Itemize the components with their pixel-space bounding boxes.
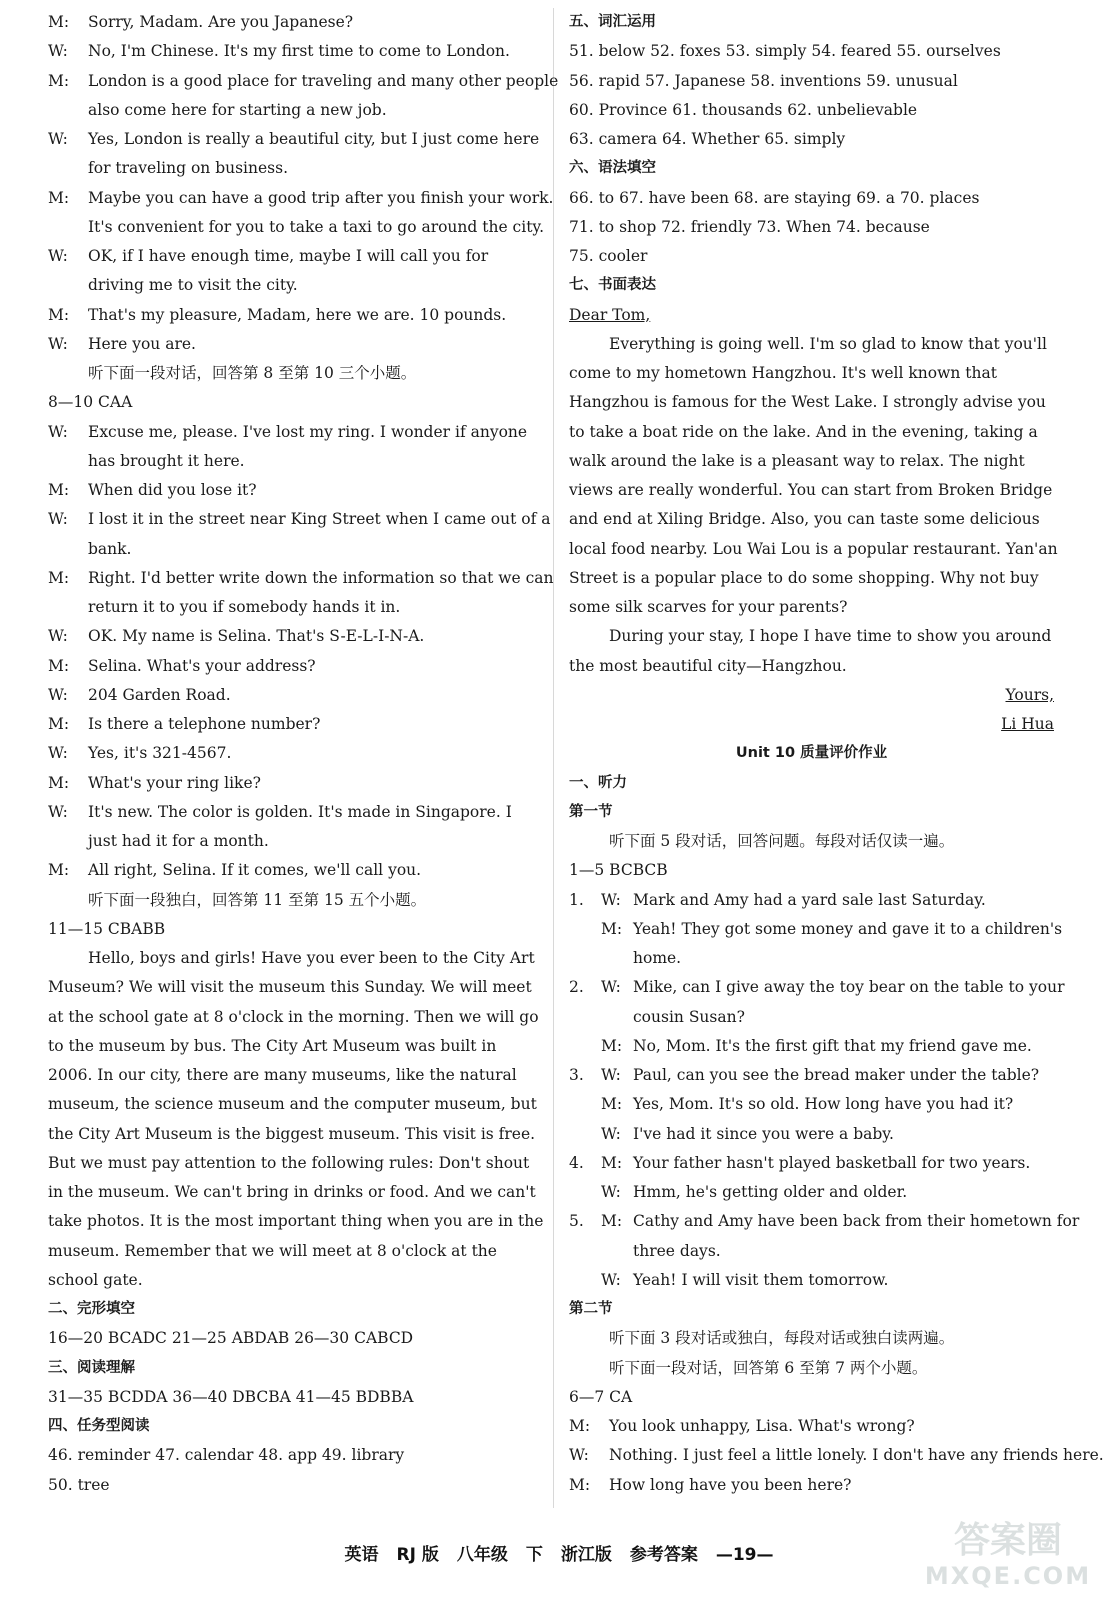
dialogue-line [569, 1441, 1104, 1470]
speaker-label: M: [48, 13, 70, 31]
text-line: to the museum by bus. The City Art Museum was built in [48, 1036, 497, 1055]
speaker-label: W: [48, 130, 68, 148]
dialogue-text: Selina. What's your address? [88, 656, 316, 675]
dialogue-continuation: return it to you if somebody hands it in. [88, 598, 401, 616]
dialogue-line [48, 418, 540, 447]
dialogue-text: cousin Susan? [633, 1007, 745, 1026]
dialogue-line [569, 1412, 1054, 1441]
speaker-label: W: [569, 1446, 589, 1465]
speaker-label: W: [48, 685, 68, 704]
numbered-dialogue-line [569, 1266, 1054, 1295]
dialogue-continuation: for traveling on business. [88, 159, 289, 178]
text-line: to take a boat ride on the lake. And in the evening, taking a [569, 422, 1038, 441]
speaker-label: M: [48, 188, 70, 207]
dialogue-continuation: just had it for a month. [88, 832, 269, 850]
dialogue-continuation: driving me to visit the city. [88, 276, 298, 295]
text-line: come to my hometown Hangzhou. It's well known that [569, 364, 997, 382]
dialogue-line [48, 37, 540, 66]
dialogue-text: Cathy and Amy have been back from their hometown for [633, 1212, 1080, 1231]
dialogue-line [48, 8, 540, 37]
speaker-label: W: [48, 802, 68, 821]
dialogue-text: Hmm, he's getting older and older. [633, 1183, 908, 1201]
dialogue-text: Maybe you can have a good trip after you finish your work. [88, 188, 554, 207]
dialogue-text: Here you are. [88, 334, 196, 353]
dialogue-text: I've had it since you were a baby. [633, 1124, 894, 1143]
dialogue-text: What's your ring like? [88, 773, 261, 792]
dialogue-continuation: bank. [88, 539, 132, 558]
dialogue-text: When did you lose it? [88, 481, 257, 499]
numbered-dialogue-line [569, 1090, 1054, 1119]
column-divider [553, 8, 554, 1508]
text-line: But we must pay attention to the following rules: Don't shout [48, 1153, 530, 1172]
paragraph-line: Hello, boys and girls! Have you ever been to the City Art [88, 949, 535, 967]
dialogue-continuation: has brought it here. [88, 451, 245, 470]
unit-title: Unit 10 质量评价作业 [735, 745, 888, 762]
signature-text: Li Hua [1001, 715, 1054, 733]
section-heading: 第二节 [569, 1301, 613, 1317]
dialogue-text: You look unhappy, Lisa. What's wrong? [609, 1417, 915, 1435]
right-column [569, 8, 1104, 1500]
paragraph-line: 听下面一段对话，回答第 6 至第 7 两个小题。 [609, 1358, 928, 1377]
text-line: 46. reminder 47. calendar 48. app 49. library [48, 1446, 405, 1465]
text-line: local food nearby. Lou Wai Lou is a popular restaurant. Yan'an [569, 539, 1058, 558]
text-line: in the museum. We can't bring in drinks or food. And we can't [48, 1183, 536, 1201]
watermark-text: 答案圈 [953, 1520, 1062, 1561]
numbered-dialogue-line [569, 1003, 1054, 1032]
section-heading: 七、书面表达 [569, 277, 656, 294]
dialogue-line [48, 798, 540, 827]
dialogue-line [48, 652, 540, 681]
text-line: 56. rapid 57. Japanese 58. inventions 59. unusual [569, 71, 958, 90]
section-heading: 第一节 [569, 803, 613, 820]
speaker-label: M: [48, 71, 70, 90]
dialogue-text: three days. [633, 1241, 721, 1260]
item-number: 2. [569, 978, 584, 997]
speaker-label: W: [601, 1183, 621, 1201]
dialogue-text: Your father hasn't played basketball for two years. [633, 1153, 1031, 1172]
dialogue-text: OK, if I have enough time, maybe I will call you for [88, 247, 489, 265]
footer-item: 浙江版 [560, 1545, 612, 1565]
numbered-dialogue-line [569, 1120, 1054, 1149]
text-line: take photos. It is the most important thing when you are in the [48, 1212, 544, 1231]
footer-item: 八年级 [456, 1545, 508, 1565]
section-heading: 五、词汇运用 [569, 14, 656, 30]
paragraph-line: 听下面一段对话，回答第 8 至第 10 三个小题。 [88, 364, 417, 382]
dialogue-line [48, 125, 540, 154]
dialogue-line [48, 301, 540, 330]
dialogue-text: Yes, Mom. It's so old. How long have you had it? [633, 1095, 1014, 1114]
section-heading: 二、完形填空 [48, 1301, 135, 1317]
speaker-label: W: [48, 627, 68, 646]
dialogue-line [48, 564, 554, 593]
dialogue-line [48, 330, 540, 359]
speaker-label: W: [601, 1270, 621, 1289]
speaker-label: M: [48, 656, 70, 675]
text-line: Street is a popular place to do some shopping. Why not buy [569, 568, 1039, 587]
dialogue-text: 204 Garden Road. [88, 685, 231, 704]
dialogue-continuation: It's convenient for you to take a taxi to go around the city. [88, 217, 545, 236]
dialogue-text: Yes, London is really a beautiful city, but I just come here [88, 130, 540, 148]
watermark-logo [908, 1520, 1108, 1596]
numbered-dialogue-line [569, 1149, 1054, 1178]
speaker-label: W: [601, 1066, 621, 1084]
text-line: museum, the science museum and the computer museum, but [48, 1095, 537, 1114]
text-line: 51. below 52. foxes 53. simply 54. feared 55. ourselves [569, 42, 1001, 61]
numbered-dialogue-line [569, 1207, 1080, 1236]
signature-line [569, 681, 1054, 710]
dialogue-text: Mike, can I give away the toy bear on the table to your [633, 978, 1065, 997]
item-number: 5. [569, 1212, 584, 1231]
speaker-label: M: [569, 1417, 591, 1435]
dialogue-line [48, 505, 551, 534]
item-number: 4. [569, 1153, 584, 1172]
dialogue-line [48, 622, 540, 651]
speaker-label: W: [48, 247, 68, 265]
dialogue-text: Yeah! They got some money and gave it to a children's [633, 919, 1063, 938]
text-line: 50. tree [48, 1475, 110, 1494]
text-line: 75. cooler [569, 247, 648, 265]
text-line: the City Art Museum is the biggest museum. This visit is free. [48, 1124, 536, 1143]
dialogue-text: How long have you been here? [609, 1475, 852, 1494]
footer-item: RJ 版 [396, 1545, 439, 1565]
text-line: 63. camera 64. Whether 65. simply [569, 130, 846, 148]
text-line: Museum? We will visit the museum this Sunday. We will meet [48, 978, 532, 997]
dialogue-text: Mark and Amy had a yard sale last Saturday. [633, 890, 986, 909]
dialogue-line [48, 710, 540, 739]
dialogue-line [48, 242, 540, 271]
speaker-label: M: [601, 919, 623, 938]
text-line: and end at Xiling Bridge. Also, you can taste some delicious [569, 510, 1040, 529]
dialogue-text: Yes, it's 321-4567. [88, 744, 232, 763]
speaker-label: M: [48, 861, 70, 880]
dialogue-text: Paul, can you see the bread maker under the table? [633, 1066, 1040, 1084]
dialogue-line [48, 184, 554, 213]
text-line: 8—10 CAA [48, 393, 133, 412]
text-line: museum. Remember that we will meet at 8 o'clock at the [48, 1241, 497, 1260]
speaker-label: M: [601, 1095, 623, 1114]
speaker-label: M: [601, 1212, 623, 1231]
dialogue-line [48, 67, 559, 96]
footer-item: 参考答案 [629, 1545, 698, 1565]
text-line: 60. Province 61. thousands 62. unbelievable [569, 100, 918, 119]
dialogue-text: Is there a telephone number? [88, 715, 321, 733]
letter-greeting [569, 301, 1054, 330]
numbered-dialogue-line [569, 1061, 1054, 1090]
paragraph-line: During your stay, I hope I have time to show you around [609, 627, 1052, 646]
dialogue-text: Excuse me, please. I've lost my ring. I wonder if anyone [88, 422, 528, 441]
speaker-label: M: [48, 715, 70, 733]
dialogue-text: London is a good place for traveling and many other people [88, 71, 559, 90]
speaker-label: W: [48, 334, 68, 353]
text-line: 71. to shop 72. friendly 73. When 74. because [569, 217, 930, 236]
numbered-dialogue-line [569, 973, 1065, 1002]
dialogue-line [48, 856, 540, 885]
text-line: 66. to 67. have been 68. are staying 69. a 70. places [569, 188, 980, 207]
dialogue-text: All right, Selina. If it comes, we'll call you. [88, 861, 422, 880]
text-line: 6—7 CA [569, 1387, 633, 1406]
dialogue-text: No, Mom. It's the first gift that my friend gave me. [633, 1036, 1032, 1055]
numbered-dialogue-line [569, 886, 1054, 915]
dialogue-text: Yeah! I will visit them tomorrow. [633, 1270, 889, 1289]
section-heading: 四、任务型阅读 [48, 1418, 150, 1434]
item-number: 1. [569, 890, 584, 909]
text-line: Hangzhou is famous for the West Lake. I strongly advise you [569, 393, 1046, 412]
footer-item: —19— [715, 1545, 774, 1565]
text-line: some silk scarves for your parents? [569, 598, 848, 616]
signature-text: Yours, [1005, 685, 1054, 704]
greeting-text: Dear Tom, [569, 305, 651, 324]
paragraph-line: 听下面一段独白，回答第 11 至第 15 五个小题。 [88, 890, 427, 909]
speaker-label: W: [601, 1124, 621, 1143]
text-line: 31—35 BCDDA 36—40 DBCBA 41—45 BDBBA [48, 1387, 414, 1406]
item-number: 3. [569, 1066, 584, 1084]
dialogue-line [48, 476, 540, 505]
dialogue-text: home. [633, 949, 682, 967]
speaker-label: M: [569, 1475, 591, 1494]
text-line: school gate. [48, 1270, 143, 1289]
numbered-dialogue-line [569, 915, 1063, 944]
text-line: the most beautiful city—Hangzhou. [569, 656, 847, 675]
text-line: 1—5 BCBCB [569, 861, 668, 880]
dialogue-text: Sorry, Madam. Are you Japanese? [88, 13, 354, 31]
left-column [48, 8, 559, 1500]
dialogue-line [48, 739, 540, 768]
numbered-dialogue-line [569, 1237, 1054, 1266]
paragraph-line: Everything is going well. I'm so glad to know that you'll [609, 334, 1047, 353]
section-heading: 三、阅读理解 [48, 1359, 135, 1376]
footer-item: 下 [525, 1545, 543, 1565]
dialogue-text: That's my pleasure, Madam, here we are. 10 pounds. [88, 305, 507, 324]
speaker-label: W: [48, 744, 68, 763]
signature-line [569, 710, 1054, 739]
speaker-label: M: [48, 305, 70, 324]
numbered-dialogue-line [569, 1032, 1054, 1061]
dialogue-text: No, I'm Chinese. It's my first time to come to London. [88, 42, 510, 61]
speaker-label: M: [601, 1153, 623, 1172]
footer-item: 英语 [344, 1545, 379, 1565]
dialogue-line [48, 769, 540, 798]
section-heading: 一、听力 [569, 774, 627, 791]
speaker-label: M: [601, 1036, 623, 1055]
paragraph-line: 听下面 3 段对话或独白，每段对话或独白读两遍。 [609, 1329, 955, 1348]
numbered-dialogue-line [569, 1178, 1054, 1207]
dialogue-text: OK. My name is Selina. That's S-E-L-I-N-A. [88, 627, 425, 646]
dialogue-text: Right. I'd better write down the information so that we can [88, 568, 554, 587]
text-line: 11—15 CBABB [48, 919, 166, 938]
text-line: views are really wonderful. You can start from Broken Bridge [569, 481, 1053, 499]
text-line: at the school gate at 8 o'clock in the morning. Then we will go [48, 1007, 539, 1026]
speaker-label: W: [601, 978, 621, 997]
dialogue-line [569, 1471, 1054, 1500]
speaker-label: W: [601, 890, 621, 909]
numbered-dialogue-line [569, 944, 1054, 973]
paragraph-line: 听下面 5 段对话，回答问题。每段对话仅读一遍。 [609, 832, 955, 850]
speaker-label: W: [48, 42, 68, 61]
text-line: 16—20 BCADC 21—25 ABDAB 26—30 CABCD [48, 1329, 414, 1348]
dialogue-text: I lost it in the street near King Street when I came out of a [88, 510, 551, 529]
speaker-label: M: [48, 481, 70, 499]
speaker-label: W: [48, 422, 68, 441]
dialogue-text: Nothing. I just feel a little lonely. I don't have any friends here. [609, 1446, 1104, 1465]
dialogue-continuation: also come here for starting a new job. [88, 100, 387, 119]
speaker-label: W: [48, 510, 68, 529]
dialogue-line [48, 681, 540, 710]
text-line: walk around the lake is a pleasant way to relax. The night [569, 451, 1025, 470]
speaker-label: M: [48, 568, 70, 587]
dialogue-text: It's new. The color is golden. It's made in Singapore. I [88, 802, 512, 821]
section-heading: 六、语法填空 [569, 160, 656, 177]
text-line: 2006. In our city, there are many museums, like the natural [48, 1066, 517, 1084]
watermark-url: MXQE.COM [924, 1562, 1092, 1590]
speaker-label: M: [48, 773, 70, 792]
